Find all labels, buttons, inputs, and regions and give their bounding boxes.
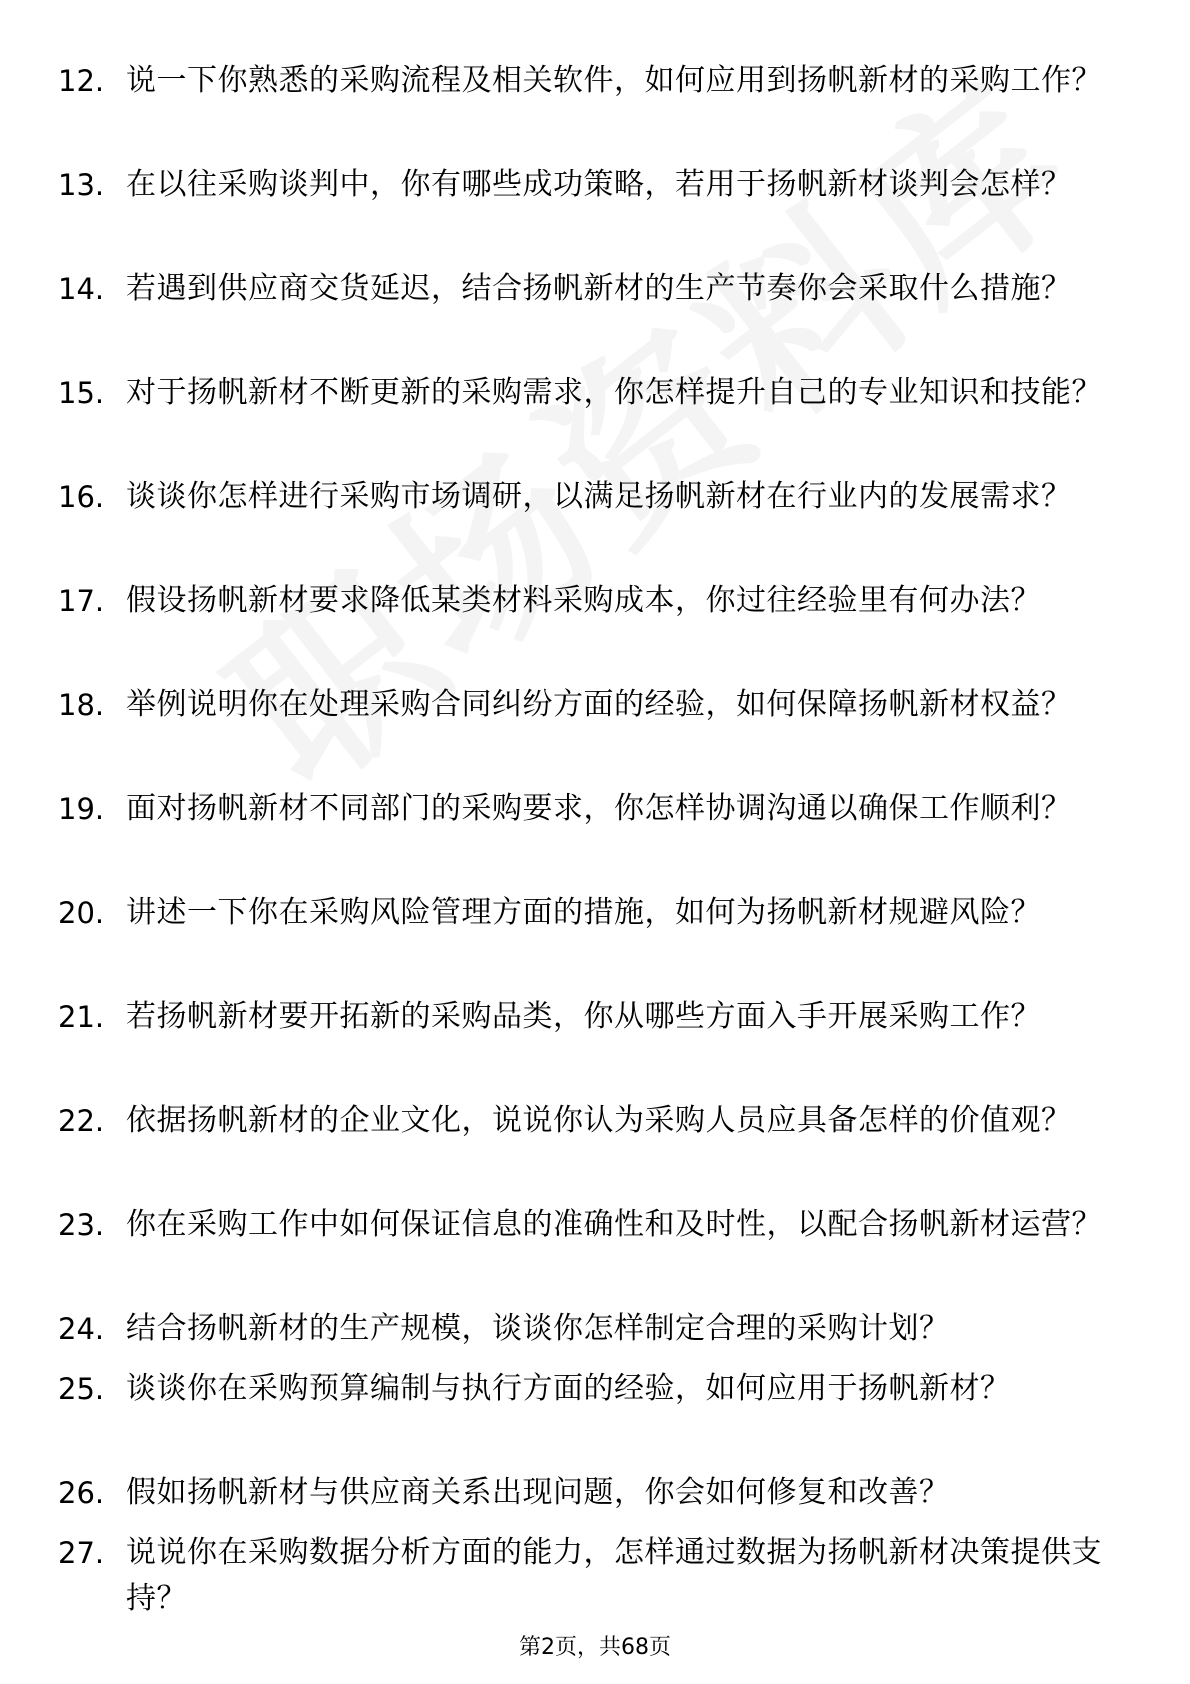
list-item [0,890,1190,994]
question-number: 18. [58,688,105,722]
question-number: 21. [58,1000,105,1034]
question-text: 谈谈你在采购预算编制与执行方面的经验，如何应用于扬帆新材？ [126,1371,1011,1406]
question-text: 你在采购工作中如何保证信息的准确性和及时性，以配合扬帆新材运营？ [126,1207,1102,1242]
question-text: 对于扬帆新材不断更新的采购需求，你怎样提升自己的专业知识和技能？ [126,375,1102,410]
list-item [0,1306,1190,1366]
list-item [0,578,1190,682]
question-number: 26. [58,1476,105,1510]
question-text: 面对扬帆新材不同部门的采购要求，你怎样协调沟通以确保工作顺利？ [126,791,1072,826]
question-text: 举例说明你在处理采购合同纠纷方面的经验，如何保障扬帆新材权益？ [126,687,1072,722]
question-number: 15. [58,376,105,410]
list-item [0,1098,1190,1202]
question-text: 依据扬帆新材的企业文化，说说你认为采购人员应具备怎样的价值观？ [126,1103,1072,1138]
question-text: 说一下你熟悉的采购流程及相关软件，如何应用到扬帆新材的采购工作？ [126,63,1102,98]
list-item [0,266,1190,370]
list-item [0,786,1190,890]
page-footer [0,1634,1190,1662]
question-number: 20. [58,896,105,930]
question-number: 24. [58,1312,105,1346]
question-number: 14. [58,272,105,306]
list-item [0,162,1190,266]
list-item [0,370,1190,474]
question-number: 13. [58,168,105,202]
question-text: 假设扬帆新材要求降低某类材料采购成本，你过往经验里有何办法？ [126,583,1041,618]
question-number: 16. [58,480,105,514]
question-number: 25. [58,1372,105,1406]
question-number: 22. [58,1104,105,1138]
page-number-label: 第2页，共68页 [519,1635,671,1660]
list-item [0,994,1190,1098]
question-list [0,58,1190,1634]
question-text: 谈谈你怎样进行采购市场调研，以满足扬帆新材在行业内的发展需求？ [126,479,1072,514]
question-number: 17. [58,584,105,618]
question-number: 23. [58,1208,105,1242]
question-number: 27. [58,1536,105,1570]
question-text: 说说你在采购数据分析方面的能力，怎样通过数据为扬帆新材决策提供支持？ [126,1535,1102,1616]
question-text: 讲述一下你在采购风险管理方面的措施，如何为扬帆新材规避风险？ [126,895,1041,930]
list-item [0,1530,1190,1634]
list-item [0,474,1190,578]
question-text: 结合扬帆新材的生产规模，谈谈你怎样制定合理的采购计划？ [126,1311,950,1346]
question-text: 假如扬帆新材与供应商关系出现问题，你会如何修复和改善？ [126,1475,950,1510]
question-text: 若扬帆新材要开拓新的采购品类，你从哪些方面入手开展采购工作？ [126,999,1041,1034]
list-item [0,1470,1190,1530]
question-number: 12. [58,64,105,98]
list-item [0,1202,1190,1306]
list-item [0,58,1190,162]
list-item [0,682,1190,786]
question-text: 在以往采购谈判中，你有哪些成功策略，若用于扬帆新材谈判会怎样？ [126,167,1072,202]
list-item [0,1366,1190,1470]
question-text: 若遇到供应商交货延迟，结合扬帆新材的生产节奏你会采取什么措施？ [126,271,1072,306]
question-number: 19. [58,792,105,826]
